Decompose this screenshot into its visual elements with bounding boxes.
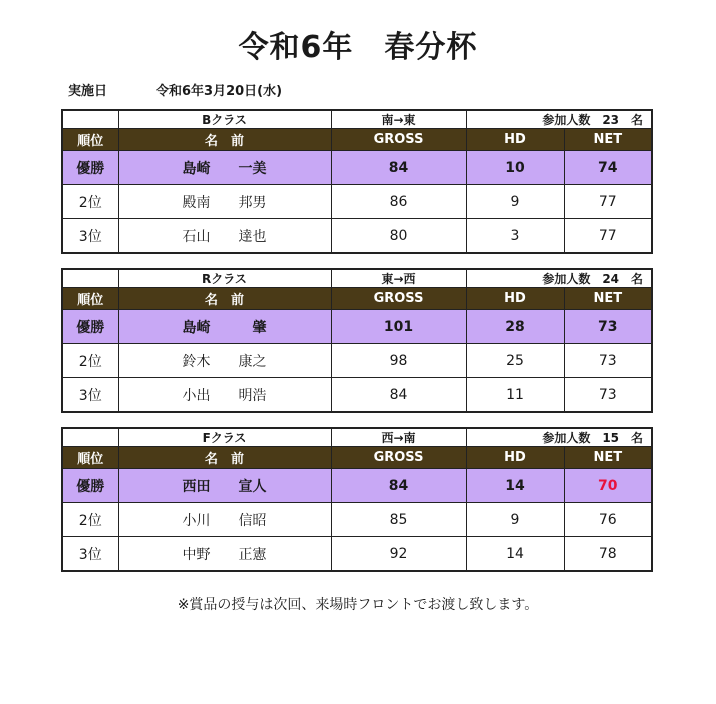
- net-cell: 73: [564, 344, 652, 378]
- name-cell: 殿南 邦男: [118, 185, 331, 219]
- class-name: Rクラス: [118, 269, 331, 288]
- col-rank: 順位: [62, 129, 118, 151]
- name-cell: 西田 宣人: [118, 469, 331, 503]
- gross-cell: 101: [331, 310, 466, 344]
- page-title: 令和6年 春分杯: [238, 30, 478, 65]
- name-cell: 小出 明浩: [118, 378, 331, 413]
- col-net: NET: [564, 288, 652, 310]
- col-name: 名 前: [118, 447, 331, 469]
- rank-cell: 2位: [62, 503, 118, 537]
- gross-cell: 92: [331, 537, 466, 572]
- gross-cell: 98: [331, 344, 466, 378]
- rank-cell: 優勝: [62, 151, 118, 185]
- table-row: [62, 537, 652, 572]
- table-row-winner: [62, 151, 652, 185]
- name-cell: 島崎 肇: [118, 310, 331, 344]
- class-header-row: [62, 269, 652, 288]
- name-cell: 島崎 一美: [118, 151, 331, 185]
- participant-count: 参加人数 24 名: [466, 269, 652, 288]
- date-value: 令和6年3月20日(水): [156, 84, 283, 99]
- participant-count: 参加人数 15 名: [466, 428, 652, 447]
- rank-cell: 優勝: [62, 469, 118, 503]
- name-cell: 石山 達也: [118, 219, 331, 254]
- col-name: 名 前: [118, 129, 331, 151]
- participant-count: 参加人数 23 名: [466, 110, 652, 129]
- table-row: [62, 344, 652, 378]
- net-cell: 73: [564, 378, 652, 413]
- gross-cell: 86: [331, 185, 466, 219]
- col-rank: 順位: [62, 288, 118, 310]
- table-row: [62, 378, 652, 413]
- rank-cell: 3位: [62, 378, 118, 413]
- footnote: ※賞品の授与は次回、来場時フロントでお渡し致します。: [177, 597, 539, 613]
- results-table-b-class: [61, 109, 653, 254]
- rank-cell: 2位: [62, 344, 118, 378]
- rank-cell: 3位: [62, 219, 118, 254]
- rank-cell: 2位: [62, 185, 118, 219]
- course-route: 南→東: [331, 110, 466, 129]
- gross-cell: 84: [331, 378, 466, 413]
- event-date: [68, 80, 282, 99]
- class-name: Fクラス: [118, 428, 331, 447]
- class-header-row: [62, 110, 652, 129]
- hd-cell: 9: [466, 185, 564, 219]
- hd-cell: 14: [466, 469, 564, 503]
- table-row: [62, 503, 652, 537]
- col-name: 名 前: [118, 288, 331, 310]
- gross-cell: 84: [331, 469, 466, 503]
- class-name: Bクラス: [118, 110, 331, 129]
- course-route: 東→西: [331, 269, 466, 288]
- net-cell: 76: [564, 503, 652, 537]
- class-header-row: [62, 428, 652, 447]
- course-route: 西→南: [331, 428, 466, 447]
- col-gross: GROSS: [331, 288, 466, 310]
- net-cell: 77: [564, 219, 652, 254]
- col-hd: HD: [466, 447, 564, 469]
- net-cell: 78: [564, 537, 652, 572]
- hd-cell: 10: [466, 151, 564, 185]
- column-header-row: [62, 447, 652, 469]
- hd-cell: 11: [466, 378, 564, 413]
- net-cell-highlight: 70: [564, 469, 652, 503]
- col-net: NET: [564, 129, 652, 151]
- col-rank: 順位: [62, 447, 118, 469]
- results-table-r-class: [61, 268, 653, 413]
- col-hd: HD: [466, 288, 564, 310]
- rank-cell: 3位: [62, 537, 118, 572]
- name-cell: 中野 正憲: [118, 537, 331, 572]
- table-row: [62, 219, 652, 254]
- hd-cell: 25: [466, 344, 564, 378]
- net-cell: 77: [564, 185, 652, 219]
- name-cell: 小川 信昭: [118, 503, 331, 537]
- table-row-winner: [62, 310, 652, 344]
- hd-cell: 9: [466, 503, 564, 537]
- net-cell: 73: [564, 310, 652, 344]
- col-hd: HD: [466, 129, 564, 151]
- hd-cell: 14: [466, 537, 564, 572]
- net-cell: 74: [564, 151, 652, 185]
- gross-cell: 80: [331, 219, 466, 254]
- name-cell: 鈴木 康之: [118, 344, 331, 378]
- gross-cell: 84: [331, 151, 466, 185]
- col-gross: GROSS: [331, 129, 466, 151]
- date-label: 実施日: [68, 84, 108, 99]
- gross-cell: 85: [331, 503, 466, 537]
- hd-cell: 3: [466, 219, 564, 254]
- rank-cell: 優勝: [62, 310, 118, 344]
- col-gross: GROSS: [331, 447, 466, 469]
- table-row-winner: [62, 469, 652, 503]
- results-table-f-class: [61, 427, 653, 572]
- col-net: NET: [564, 447, 652, 469]
- column-header-row: [62, 288, 652, 310]
- hd-cell: 28: [466, 310, 564, 344]
- column-header-row: [62, 129, 652, 151]
- table-row: [62, 185, 652, 219]
